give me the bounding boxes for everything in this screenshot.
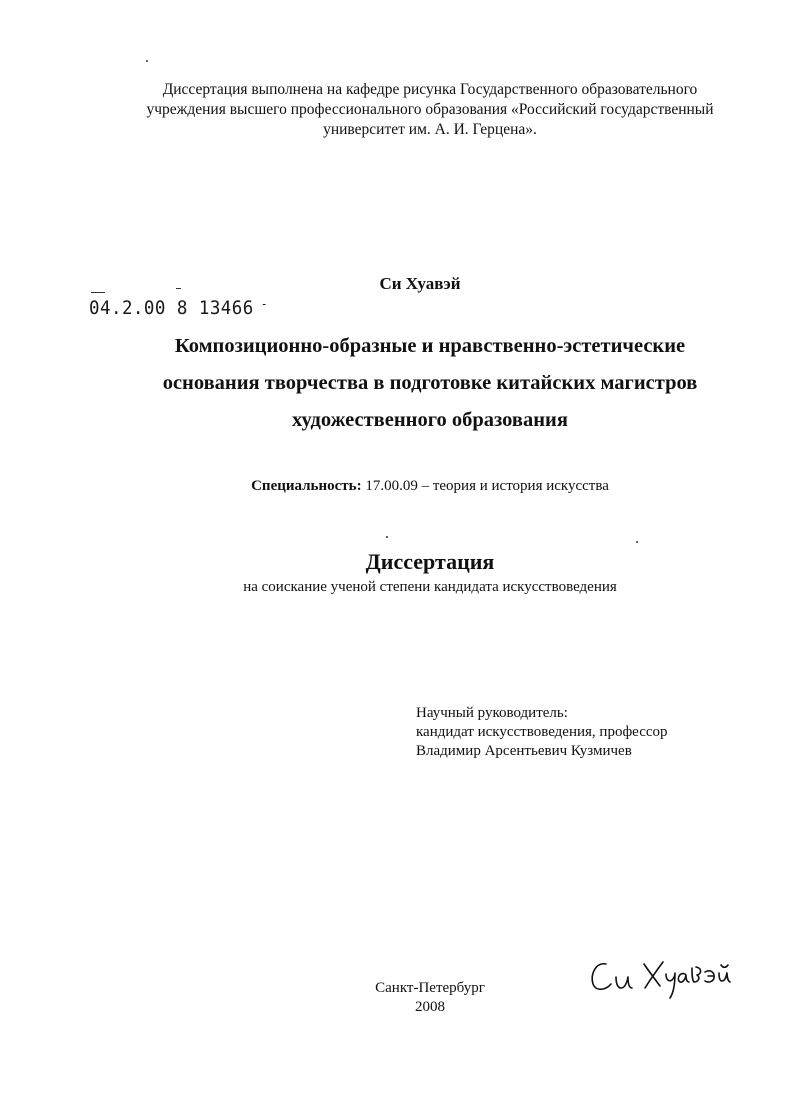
city: Санкт-Петербург xyxy=(375,980,485,996)
library-stamp-number xyxy=(89,297,268,319)
specialty-label: Специальность: xyxy=(251,478,362,494)
handwritten-signature xyxy=(584,944,734,1004)
institution-note-line: Диссертация выполнена на кафедре рисунка Государственного образовательного xyxy=(162,81,698,98)
dissertation-heading: Диссертация xyxy=(365,549,495,574)
supervisor-block xyxy=(416,704,668,761)
specialty-line xyxy=(0,478,799,495)
stamp-dash: - xyxy=(253,297,268,311)
dissertation-subtitle: на соискание ученой степени кандидата искусствоведения xyxy=(243,579,617,595)
specialty-value: 17.00.09 – теория и история искусства xyxy=(361,478,609,494)
supervisor-line: кандидат искусствоведения, профессор xyxy=(416,724,668,740)
title-line: основания творчества в подготовке китайских магистров xyxy=(162,372,698,394)
title-line: Композиционно-образные и нравственно-эстетические xyxy=(174,335,686,357)
scan-speck xyxy=(386,536,388,538)
supervisor-line: Владимир Арсентьевич Кузмичев xyxy=(416,743,632,759)
dissertation-title xyxy=(110,328,750,439)
year: 2008 xyxy=(415,999,445,1015)
institution-note xyxy=(80,80,780,140)
title-line: художественного образования xyxy=(292,409,568,431)
library-stamp-text: 04.2.00 8 13466 xyxy=(89,297,254,319)
institution-note-line: университет им. А. И. Герцена». xyxy=(323,121,537,138)
supervisor-line: Научный руководитель: xyxy=(416,705,568,721)
institution-note-line: учреждения высшего профессионального образования «Российский государственный xyxy=(146,101,714,118)
scan-speck xyxy=(636,541,638,543)
author-name: Си Хуавэй xyxy=(379,274,461,293)
scan-speck xyxy=(146,60,148,62)
